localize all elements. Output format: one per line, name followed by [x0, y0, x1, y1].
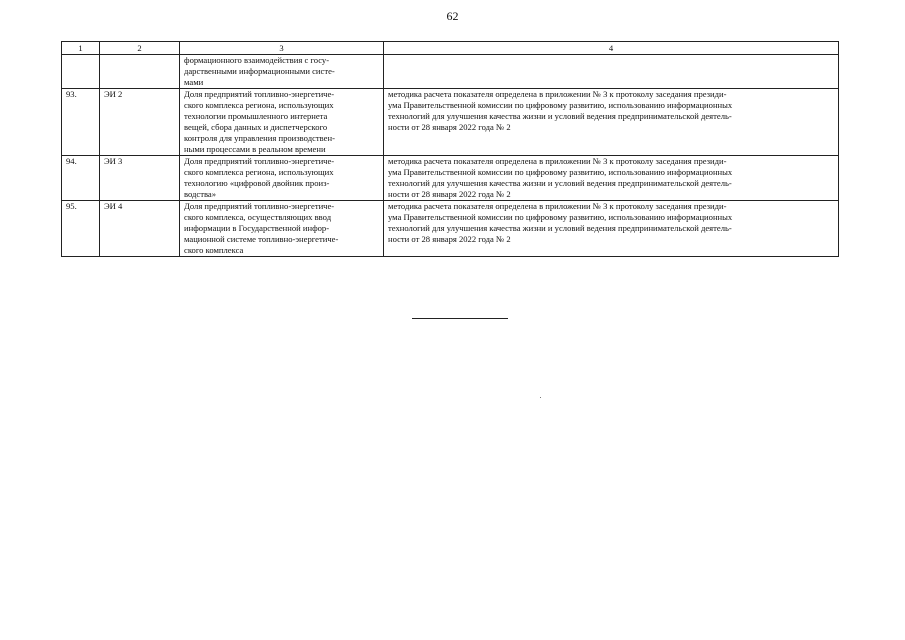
text-line: мационной системе топливно-энергетиче- [184, 234, 339, 244]
text-line: технологий для улучшения качества жизни и условий ведения предпринимательской деятель- [388, 178, 732, 188]
header-col-4: 4 [384, 42, 839, 55]
continuation-num [62, 55, 100, 89]
row-method [384, 201, 839, 257]
text-line: технологию «цифровой двойник произ- [184, 178, 330, 188]
header-col-3: 3 [180, 42, 384, 55]
text-line: ума Правительственной комиссии по цифровому развитию, использованию информационных [388, 167, 733, 177]
text-line: мами [184, 77, 204, 87]
text-line: ности от 28 января 2022 года № 2 [388, 122, 511, 132]
text-line: Доля предприятий топливно-энергетиче- [184, 201, 335, 211]
text-line: вещей, сбора данных и диспетчерского [184, 122, 328, 132]
header-col-2: 2 [100, 42, 180, 55]
row-indicator [180, 89, 384, 156]
row-code: ЭИ 3 [100, 156, 180, 201]
text-line: технологий для улучшения качества жизни и условий ведения предпринимательской деятель- [388, 223, 732, 233]
table-row [62, 89, 839, 156]
text-line: ского комплекса региона, использующих [184, 167, 334, 177]
text-line: водства» [184, 189, 217, 199]
table-row [62, 156, 839, 201]
end-of-document-rule [412, 318, 508, 319]
text-line: технологий для улучшения качества жизни и условий ведения предпринимательской деятель- [388, 111, 732, 121]
continuation-code [100, 55, 180, 89]
row-indicator [180, 156, 384, 201]
text-line: ности от 28 января 2022 года № 2 [388, 189, 511, 199]
text-line: ского комплекса региона, использующих [184, 100, 334, 110]
text-line: методика расчета показателя определена в приложении № 3 к протоколу заседания президи- [388, 201, 727, 211]
text-line: Доля предприятий топливно-энергетиче- [184, 156, 335, 166]
continuation-row [62, 55, 839, 89]
text-line: ума Правительственной комиссии по цифровому развитию, использованию информационных [388, 100, 733, 110]
text-line: технологии промышленного интернета [184, 111, 328, 121]
text-line: формационного взаимодействия с госу- [184, 55, 330, 65]
row-method [384, 156, 839, 201]
row-number: 93. [62, 89, 100, 156]
text-line: информации в Государственной инфор- [184, 223, 330, 233]
text-line: ности от 28 января 2022 года № 2 [388, 234, 511, 244]
text-line: ского комплекса [184, 245, 244, 255]
page-number: 62 [446, 9, 459, 23]
header-col-1: 1 [62, 42, 100, 55]
row-number: 95. [62, 201, 100, 257]
continuation-indicator [180, 55, 384, 89]
row-indicator [180, 201, 384, 257]
row-method [384, 89, 839, 156]
text-line: ными процессами в реальном времени [184, 144, 326, 154]
text-line: дарственными информационными систе- [184, 66, 335, 76]
indicator-table [61, 41, 839, 257]
text-line: контроля для управления производствен- [184, 133, 335, 143]
table-row [62, 201, 839, 257]
scan-speck [540, 397, 541, 398]
text-line: ского комплекса, осуществляющих ввод [184, 212, 332, 222]
table-header-row [62, 42, 839, 55]
row-code: ЭИ 2 [100, 89, 180, 156]
row-number: 94. [62, 156, 100, 201]
text-line: методика расчета показателя определена в приложении № 3 к протоколу заседания президи- [388, 89, 727, 99]
text-line: ума Правительственной комиссии по цифровому развитию, использованию информационных [388, 212, 733, 222]
continuation-method [384, 55, 839, 89]
row-code: ЭИ 4 [100, 201, 180, 257]
text-line: методика расчета показателя определена в приложении № 3 к протоколу заседания президи- [388, 156, 727, 166]
text-line: Доля предприятий топливно-энергетиче- [184, 89, 335, 99]
